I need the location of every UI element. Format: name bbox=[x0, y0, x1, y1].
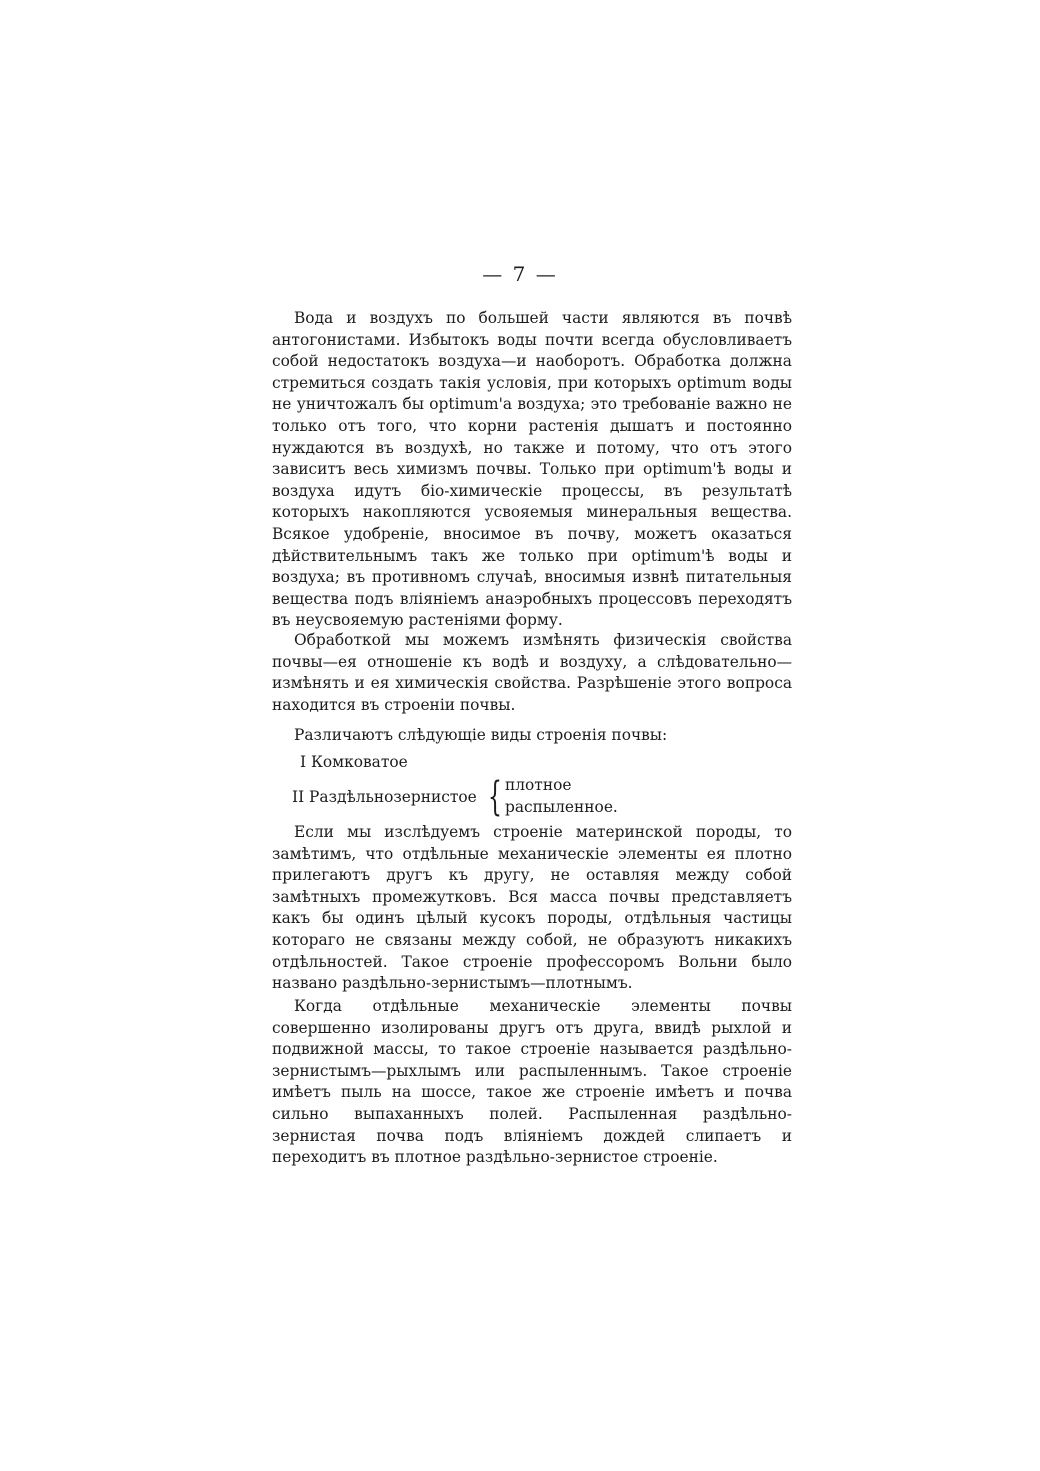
paragraph-text: Если мы изслѣдуемъ строеніе материнской породы, то замѣтимъ, что отдѣльные механическіе элементы ея плотно прилегаютъ другъ къ другу, не оставляя между собой замѣтныхъ промежутковъ. Вся масса почвы представляетъ какъ бы одинъ цѣлый кусокъ породы, отдѣльныя частицы котораго не связаны между собой, не образуютъ никакихъ отдѣльностей. Такое строеніе профессоромъ Вольни было названо раздѣльно-зернистымъ—плотнымъ. bbox=[272, 823, 792, 993]
paragraph-text: Когда отдѣльные механическіе элементы почвы совершенно изолированы другъ отъ друга, ввидѣ рыхлой и подвижной массы, то такое строеніе называется раздѣльно-зернистымъ—рыхлымъ или распыленнымъ. Такое строеніе имѣетъ пыль на шоссе, такое же строеніе имѣетъ и почва сильно выпаханныхъ полей. Распыленная раздѣльно-зернистая почва подъ вліяніемъ дождей слипаетъ и переходитъ въ плотное раздѣльно-зернистое строеніе. bbox=[272, 997, 792, 1167]
paragraph-text: Вода и воздухъ по большей части являются въ почвѣ антогонистами. Избытокъ воды почти всегда обусловливаетъ собой недостатокъ воздуха—и наоборотъ. Обработка должна стремиться создать такія условія, при которыхъ optimum воды не уничтожалъ бы optimum'a воздуха; это требованіе важно не только отъ того, что корни растенія дышатъ и постоянно нуждаются въ воздухѣ, но также и потому, что отъ этого зависитъ весь химизмъ почвы. Только при optimum'ѣ воды и воздуха идутъ біо-химическіе процессы, въ результатѣ которыхъ накопляются усвояемыя минеральныя вещества. Всякое удобреніе, вносимое въ почву, можетъ оказаться дѣйствительнымъ такъ же только при optimum'ѣ воды и воздуха; въ противномъ случаѣ, вносимыя извнѣ питательныя вещества подъ вліяніемъ анаэробныхъ процессовъ переходятъ въ неусвояемую растеніями форму. bbox=[272, 309, 792, 630]
paragraph-water-air bbox=[272, 308, 792, 632]
structure-option-dense: плотное bbox=[505, 776, 572, 794]
paragraph-loose-structure bbox=[272, 996, 792, 1169]
structure-item-granular: II Раздѣльнозернистое bbox=[292, 788, 477, 806]
paragraph-text: Различаютъ слѣдующіе виды строенія почвы: bbox=[294, 726, 668, 744]
paragraph-cultivation bbox=[272, 630, 792, 716]
paragraph-text: Обработкой мы можемъ измѣнять физическія свойства почвы—ея отношеніе къ водѣ и воздуху, а слѣдовательно—измѣнять и ея химическія свойства. Разрѣшеніе этого вопроса находится въ строеніи почвы. bbox=[272, 631, 792, 714]
paragraph-structure-intro bbox=[272, 725, 792, 747]
paragraph-parent-rock bbox=[272, 822, 792, 995]
structure-option-dusty: распыленное. bbox=[505, 798, 618, 816]
page-number: — 7 — bbox=[482, 262, 558, 286]
structure-item-lumpy: I Комковатое bbox=[300, 753, 408, 771]
curly-brace: { bbox=[488, 774, 502, 820]
